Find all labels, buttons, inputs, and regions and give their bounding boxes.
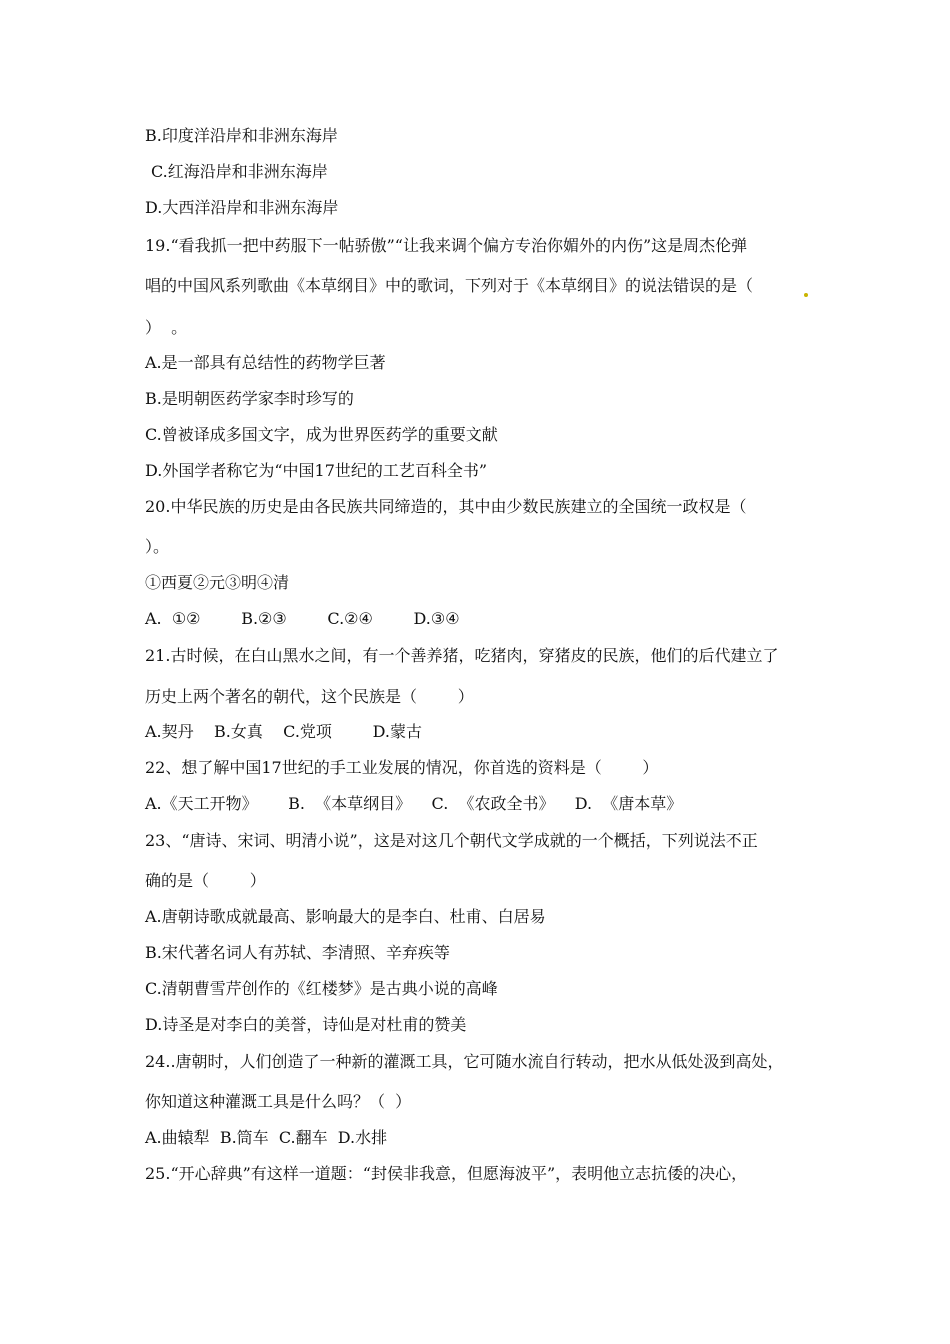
mark-dot <box>804 293 808 297</box>
option-b-q18: B.印度洋沿岸和非洲东海岸 <box>145 126 338 145</box>
question-19-line-3: ） 。 <box>145 318 188 337</box>
question-24-line-2: 你知道这种灌溉工具是什么吗？（ ） <box>145 1092 412 1111</box>
option-b-q23: B.宋代著名词人有苏轼、李清照、辛弃疾等 <box>145 943 450 962</box>
question-21-line-2: 历史上两个著名的朝代，这个民族是（ ） <box>145 687 474 706</box>
question-24-line-1: 24..唐朝时，人们创造了一种新的灌溉工具，它可随水流自行转动，把水从低处汲到高处， <box>145 1052 784 1071</box>
options-q24: A.曲辕犁 B.筒车 C.翻车 D.水排 <box>145 1128 388 1147</box>
option-d-q19: D.外国学者称它为“中国17世纪的工艺百科全书” <box>145 461 488 480</box>
question-22: 22、想了解中国17世纪的手工业发展的情况，你首选的资料是（ ） <box>145 758 659 777</box>
option-d-q23: D.诗圣是对李白的美誉，诗仙是对杜甫的赞美 <box>145 1015 467 1034</box>
question-19-line-2: 唱的中国风系列歌曲《本草纲目》中的歌词，下列对于《本草纲目》的说法错误的是（ <box>145 276 754 295</box>
option-c-q23: C.清朝曹雪芹创作的《红楼梦》是古典小说的高峰 <box>145 979 498 998</box>
question-20-line-1: 20.中华民族的历史是由各民族共同缔造的，其中由少数民族建立的全国统一政权是（ <box>145 497 747 516</box>
question-19-line-1: 19.“看我抓一把中药服下一帖骄傲”“让我来调个偏方专治你媚外的内伤”这是周杰伦弹 <box>145 236 748 255</box>
options-q21: A.契丹 B.女真 C.党项 D.蒙古 <box>145 722 422 741</box>
option-c-q18: C.红海沿岸和非洲东海岸 <box>151 162 328 181</box>
option-c-q19: C.曾被译成多国文字，成为世界医药学的重要文献 <box>145 425 498 444</box>
question-25-line-1: 25.“开心辞典”有这样一道题：“封侯非我意，但愿海波平”，表明他立志抗倭的决心， <box>145 1164 748 1183</box>
option-a-q23: A.唐朝诗歌成就最高、影响最大的是李白、杜甫、白居易 <box>145 907 546 926</box>
option-a-q19: A.是一部具有总结性的药物学巨著 <box>145 353 386 372</box>
question-23-line-1: 23、“唐诗、宋词、明清小说”，这是对这几个朝代文学成就的一个概括，下列说法不正 <box>145 831 758 850</box>
question-23-line-2: 确的是（ ） <box>145 871 266 890</box>
question-20-line-2: ）。 <box>145 537 170 556</box>
question-20-items: ①西夏②元③明④清 <box>145 573 290 592</box>
option-b-q19: B.是明朝医药学家李时珍写的 <box>145 389 354 408</box>
question-21-line-1: 21.古时候，在白山黑水之间，有一个善养猪，吃猪肉，穿猪皮的民族，他们的后代建立了 <box>145 646 779 665</box>
option-d-q18: D.大西洋沿岸和非洲东海岸 <box>145 198 339 217</box>
options-q20: A. ①② B.②③ C.②④ D.③④ <box>145 609 460 628</box>
options-q22: A.《天工开物》 B. 《本草纲目》 C. 《农政全书》 D. 《唐本草》 <box>145 794 683 813</box>
